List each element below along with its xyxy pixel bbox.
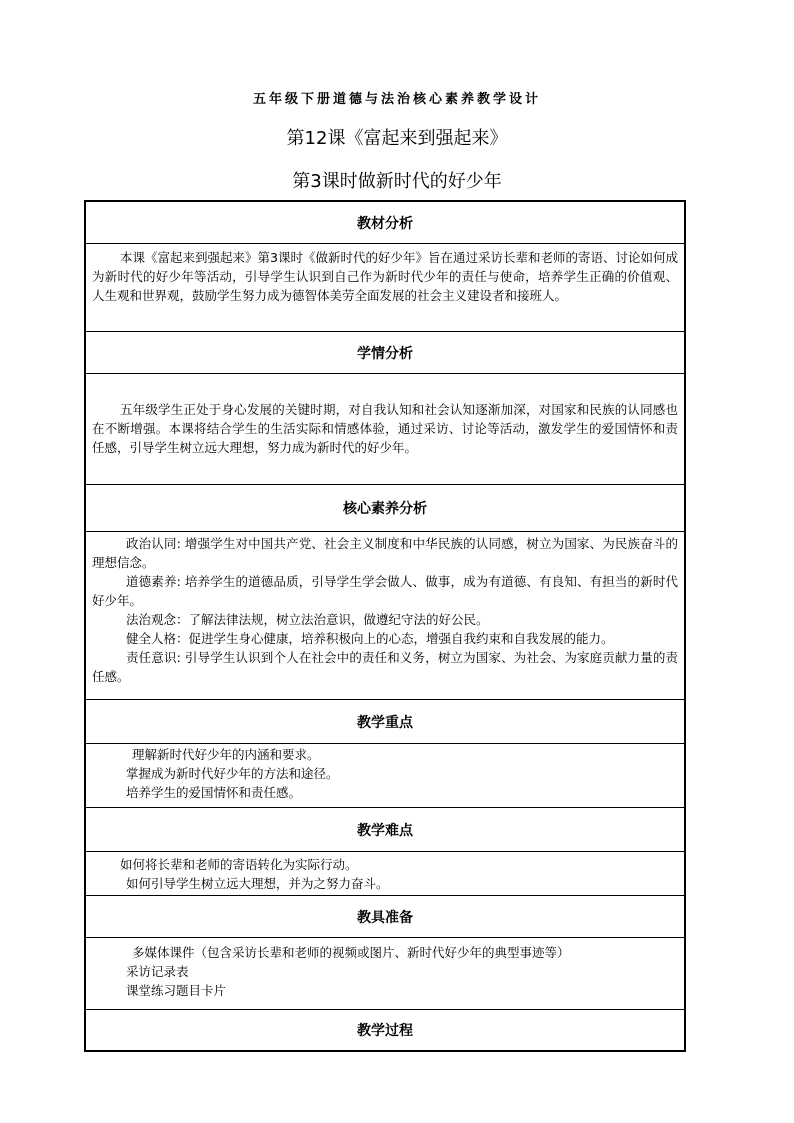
learner-text: 五年级学生正处于身心发展的关键时期，对自我认知和社会认知逐渐加深，对国家和民族的认同感也在不断增强。本课将结合学生的生活实际和情感体验，通过采访、讨论等活动，激发学生的爱国情怀和责任感，引导学生树立远大理想，努力成为新时代的好少年。 [92,402,678,455]
materials-prep-header-label: 教具准备 [357,909,413,926]
core-item-personality: 健全人格：促进学生身心健康，培养积极向上的心态，增强自我约束和自我发展的能力。 [126,631,614,646]
key-points-body [86,744,684,808]
materials-prep-item: 多媒体课件（包含采访长辈和老师的视频或图片、新时代好少年的典型事迹等） [132,945,570,960]
difficulties-header-label: 教学难点 [357,822,413,839]
materials-prep-item: 采访记录表 [126,964,189,979]
core-body [86,532,684,700]
difficulty-item: 如何将长辈和老师的寄语转化为实际行动。 [120,857,358,872]
learner-header [86,332,684,374]
materials-prep-item: 课堂练习题目卡片 [126,983,227,998]
learner-header-label: 学情分析 [357,345,413,362]
materials-prep-header [86,896,684,938]
key-points-header-label: 教学重点 [357,714,413,731]
core-item-law: 法治观念：了解法律法规，树立法治意识，做遵纪守法的好公民。 [126,612,489,627]
learner-body [86,374,684,485]
lesson-title: 第12课《富起来到强起来》 [286,128,508,149]
period-title: 第3课时做新时代的好少年 [292,171,502,192]
materials-prep-body [86,938,684,1010]
core-item-responsibility: 责任意识: 引导学生认识到个人在社会中的责任和义务，树立为国家、为社会、为家庭贡献力量的责任感。 [92,650,678,684]
process-header-label: 教学过程 [357,1023,413,1039]
core-header [86,485,684,532]
difficulty-item: 如何引导学生树立远大理想，并为之努力奋斗。 [126,876,389,891]
material-body [86,244,684,332]
key-point-item: 掌握成为新时代好少年的方法和途径。 [126,766,339,781]
key-point-item: 培养学生的爱国情怀和责任感。 [126,785,302,800]
difficulties-body [86,852,684,896]
core-header-label: 核心素养分析 [343,501,427,517]
material-header-label: 教材分析 [357,215,413,232]
core-item-moral: 道德素养: 培养学生的道德品质，引导学生学会做人、做事，成为有道德、有良知、有担当的新时代好少年。 [92,574,678,608]
core-item-political: 政治认同: 增强学生对中国共产党、社会主义制度和中华民族的认同感，树立为国家、为民族奋斗的理想信念。 [92,536,678,570]
material-header [86,202,684,244]
key-point-item: 理解新时代好少年的内涵和要求。 [132,747,320,762]
lesson-plan-table [84,200,686,1052]
key-points-header [86,700,684,744]
difficulties-header [86,808,684,852]
doc-title: 五年级下册道德与法治核心素养教学设计 [252,92,541,107]
material-text: 本课《富起来到强起来》第3课时《做新时代的好少年》旨在通过采访长辈和老师的寄语、讨论如何成为新时代的好少年等活动，引导学生认识到自己作为新时代少年的责任与使命，培养学生正确的价值观、人生观和世界观，鼓励学生努力成为德智体美劳全面发展的社会主义建设者和接班人。 [92,250,678,303]
process-header [86,1010,684,1050]
